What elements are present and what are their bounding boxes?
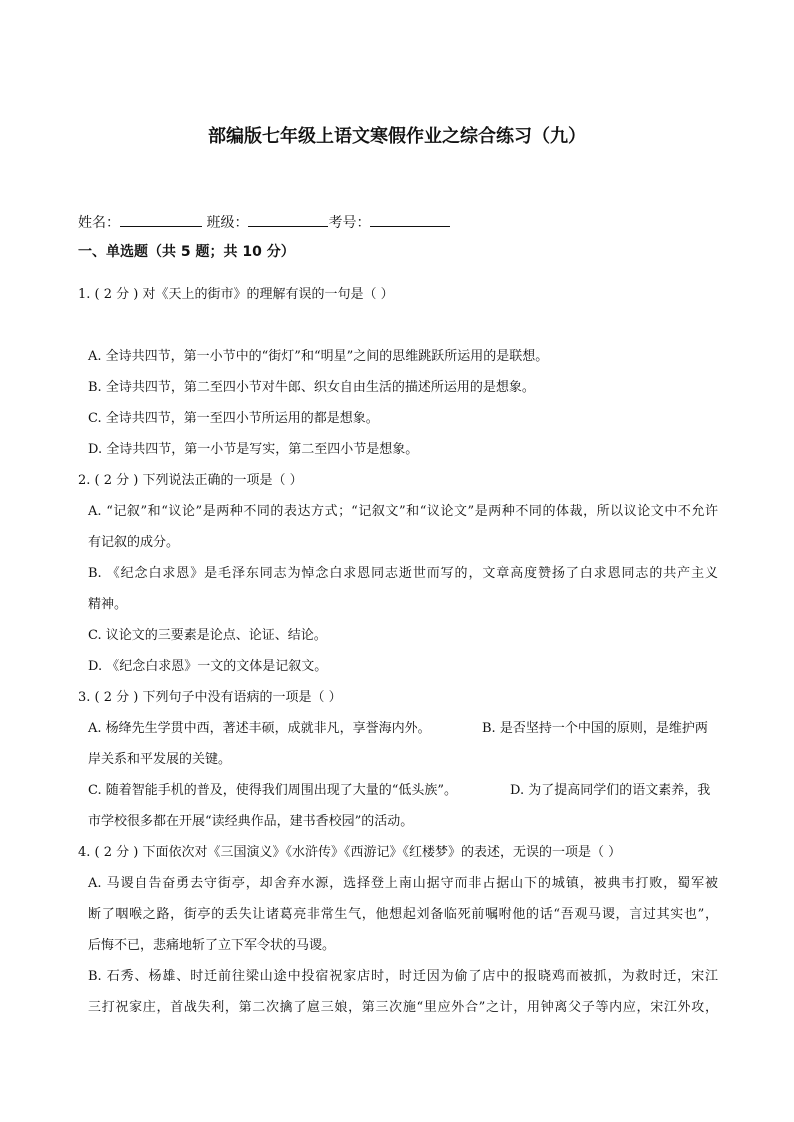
number-label: 考号： [328, 215, 371, 231]
question-1-stem: 1. ( 2 分 ) 对《天上的街市》的理解有误的一句是（ ） [78, 287, 394, 302]
question-2-option-a-line2: 有记叙的成分。 [88, 535, 180, 550]
question-4-option-a-line3: 后悔不已，悲痛地斩了立下军令状的马谡。 [88, 938, 336, 953]
question-4-option-a-line1: A. 马谡自告奋勇去守街亭，却舍弃水源，选择登上南山据守而非占据山下的城镇，被典韦打败，蜀军被 [88, 876, 718, 891]
class-blank[interactable] [248, 212, 328, 227]
number-blank[interactable] [370, 212, 450, 227]
question-1-option-c: C. 全诗共四节，第一至四小节所运用的都是想象。 [88, 411, 379, 426]
document-title: 部编版七年级上语文寒假作业之综合练习（九） [208, 126, 586, 147]
question-2-stem: 2. ( 2 分 ) 下列说法正确的一项是（ ） [78, 473, 303, 488]
question-1-option-d: D. 全诗共四节，第一小节是写实，第二至四小节是想象。 [88, 442, 419, 457]
question-3-option-a: A. 杨绛先生学贯中西，著述丰硕，成就非凡，享誉海内外。 [88, 721, 431, 736]
question-3-stem: 3. ( 2 分 ) 下列句子中没有语病的一项是（ ） [78, 690, 342, 705]
question-3-option-d-line2: 市学校很多都在开展“读经典作品，建书香校园”的活动。 [88, 814, 414, 829]
question-3-option-b-line1: B. 是否坚持一个中国的原则，是维护两 [482, 721, 708, 736]
question-2-option-c: C. 议论文的三要素是论点、论证、结论。 [88, 628, 327, 643]
question-4-stem: 4. ( 2 分 ) 下面依次对《三国演义》《水浒传》《西游记》《红楼梦》的表述，无误的一项是（ ） [78, 845, 622, 860]
student-info-line [78, 212, 450, 232]
question-3-option-c: C. 随着智能手机的普及，使得我们周围出现了大量的“低头族”。 [88, 783, 458, 798]
question-4-option-b-line2: 三打祝家庄，首战失利，第二次擒了扈三娘，第三次施“里应外合”之计，用钟离父子等内应，宋江外攻， [88, 1000, 718, 1015]
question-1-option-b: B. 全诗共四节，第二至四小节对牛郎、织女自由生活的描述所运用的是想象。 [88, 380, 535, 395]
question-1-option-a: A. 全诗共四节，第一小节中的“街灯”和“明星”之间的思维跳跃所运用的是联想。 [88, 349, 549, 364]
question-2-option-b-line2: 精神。 [88, 597, 128, 612]
question-2-option-a-line1: A. “记叙”和“议论”是两种不同的表达方式；“记叙文”和“议论文”是两种不同的体裁，所以议论文中不允许 [88, 504, 718, 519]
question-3-option-b-line2: 岸关系和平发展的关键。 [88, 752, 232, 767]
section-heading: 一、单选题（共 5 题；共 10 分） [78, 244, 295, 260]
question-3-option-d-line1: D. 为了提高同学们的语文素养，我 [510, 783, 711, 798]
question-4-option-a-line2: 断了咽喉之路，街亭的丢失让诸葛亮非常生气，他想起刘备临死前嘱咐他的话“吾观马谡，言过其实也”， [88, 907, 718, 922]
question-2-option-b-line1: B. 《纪念白求恩》是毛泽东同志为悼念白求恩同志逝世而写的，文章高度赞扬了白求恩同志的共产主义 [88, 566, 718, 581]
question-2-option-d: D. 《纪念白求恩》一文的文体是记叙文。 [88, 659, 328, 674]
question-4-option-b-line1: B. 石秀、杨雄、时迁前往梁山途中投宿祝家店时，时迁因为偷了店中的报晓鸡而被抓，为救时迁，宋江 [88, 969, 718, 984]
name-label: 姓名： [78, 215, 120, 231]
class-label: 班级： [206, 215, 249, 231]
name-blank[interactable] [120, 212, 202, 227]
